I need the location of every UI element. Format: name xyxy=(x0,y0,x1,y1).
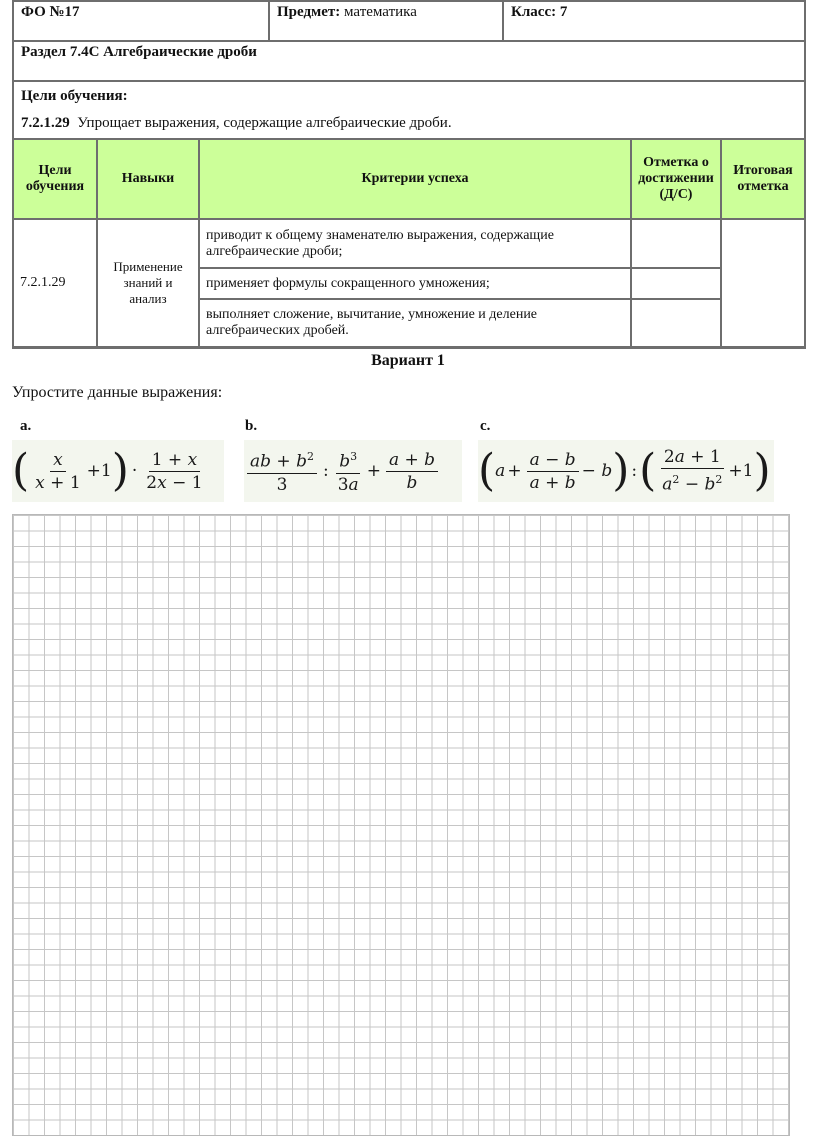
row-skill: Применение знаний и анализ xyxy=(97,219,199,347)
col-criteria: Критерии успеха xyxy=(199,139,631,219)
instruction-text: Упростите данные выражения: xyxy=(12,384,223,401)
fo-number: ФО №17 xyxy=(13,1,269,41)
class-label: Класс: 7 xyxy=(503,1,805,41)
col-achievement: Отметка о достижении (Д/С) xyxy=(631,139,721,219)
subject-label: Предмет: xyxy=(277,4,341,20)
subject-cell xyxy=(269,1,503,41)
col-final: Итоговая отметка xyxy=(721,139,805,219)
expression-b: $\frac{ab + b^2}{3}$ : $\frac{b^3}{3a}$ + $\frac{a + b}{b}$ xyxy=(244,440,462,502)
expression-a: ( $\frac{x}{x + 1}$ +1 ) · $\frac{1 + x}{2x - 1}$ xyxy=(12,440,224,502)
achievement-cell-1[interactable] xyxy=(631,219,721,268)
variant-title: Вариант 1 xyxy=(371,352,445,369)
final-mark-cell[interactable] xyxy=(721,219,805,347)
col-skills: Навыки xyxy=(97,139,199,219)
goal-text: Упрощает выражения, содержащие алгебраические дроби. xyxy=(77,115,452,131)
task-c-label: c. xyxy=(480,418,491,434)
expression-c: ( a + $\frac{a - b}{a + b}$ − b ) : ( $\frac{2a + 1}{a^2 - b^2}$ +1 ) xyxy=(478,440,774,502)
criteria-table xyxy=(12,138,806,349)
goal-code: 7.2.1.29 xyxy=(21,115,70,131)
subject-value: математика xyxy=(344,4,417,20)
task-b-label: b. xyxy=(245,418,258,434)
criterion-2: применяет формулы сокращенного умножения; xyxy=(199,268,631,299)
achievement-cell-3[interactable] xyxy=(631,299,721,347)
criterion-3: выполняет сложение, вычитание, умножение и деление алгебраических дробей. xyxy=(199,299,631,347)
header-table xyxy=(12,0,806,152)
answer-grid[interactable] xyxy=(12,514,790,1136)
col-goals: Цели обучения xyxy=(13,139,97,219)
task-a-label: a. xyxy=(20,418,32,434)
row-goal: 7.2.1.29 xyxy=(13,219,97,347)
achievement-cell-2[interactable] xyxy=(631,268,721,299)
section-title: Раздел 7.4С Алгебраические дроби xyxy=(13,41,805,81)
criterion-1: приводит к общему знаменателю выражения, содержащие алгебраические дроби; xyxy=(199,219,631,268)
goals-label: Цели обучения: xyxy=(21,88,128,104)
